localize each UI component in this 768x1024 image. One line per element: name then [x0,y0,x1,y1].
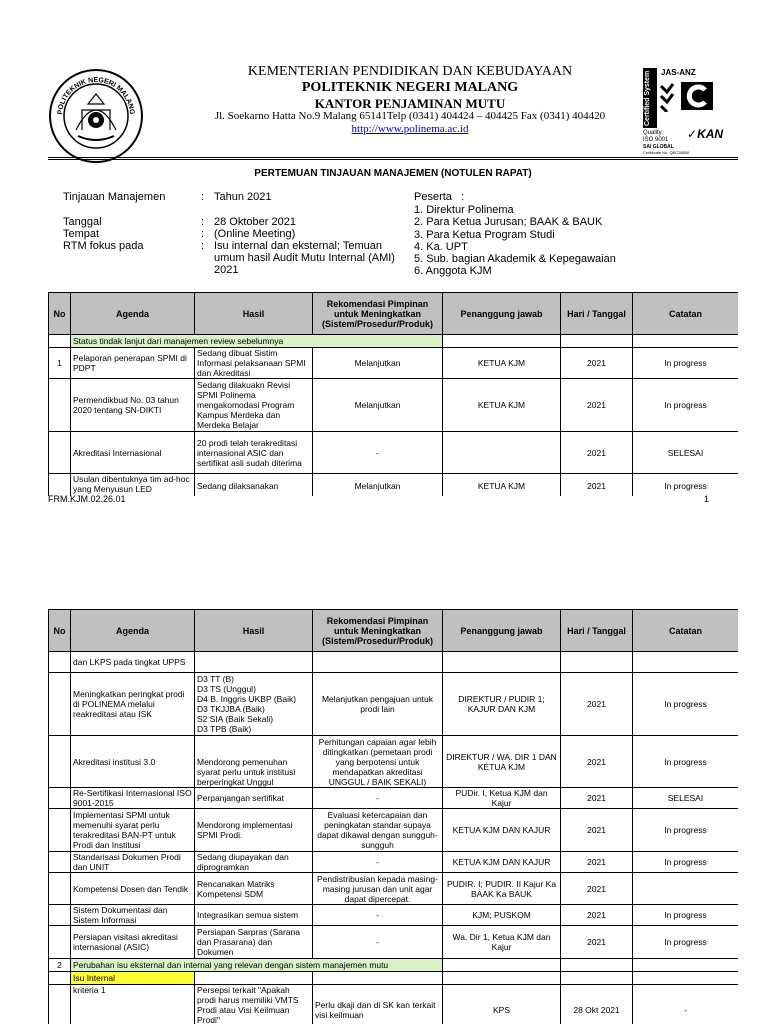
cell-pj: KETUA KJM DAN KAJUR [443,852,561,873]
cell-tanggal: 2021 [561,379,633,432]
cell-agenda: kriteria 1 [71,985,195,1024]
subsection-row [49,972,739,985]
page-number: 1 [704,494,710,504]
cell-pj: Wa. Dir 1, Ketua KJM dan Kajur [443,926,561,959]
table-row [49,474,739,497]
kan-label: KAN [697,127,724,141]
subsection-title: Isu Internal [71,972,195,985]
cell-hasil: Sedang diupayakan dan diprogramkan [195,852,313,873]
table-row [49,432,739,474]
cell-agenda: Re-Sertifikasi Internasional ISO 9001-2015 [71,788,195,809]
cell-pj [443,432,561,474]
cell-hasil: Persiapan Sarpras (Sarana dan Prasarana) dan Dokumen [195,926,313,959]
cell-hasil: Integrasikan semua sistem [195,905,313,926]
cell-agenda: Persiapan visitasi akreditasi internasional (ASIC) [71,926,195,959]
meta-label: Tempat [63,228,100,240]
cell-catatan: In progress [633,348,739,379]
table-row [49,652,739,673]
cell-hasil: Sedang dilaksanakan [195,474,313,497]
cell-pj: DIREKTUR / WA. DIR 1 DAN KETUA KJM [443,736,561,788]
cell-catatan: In progress [633,474,739,497]
cell-tanggal: 2021 [561,432,633,474]
cell-no [49,474,71,497]
ministry-name: KEMENTERIAN PENDIDIKAN DAN KEBUDAYAAN [247,64,573,79]
meta-colon: : [201,240,205,252]
header-penanggung-jawab: Penanggung jawab [443,293,561,335]
cell-rekomendasi: - [313,926,443,959]
cell-hasil: Perpanjangan sertifikat [195,788,313,809]
cell-pj: KETUA KJM [443,348,561,379]
office-name: KANTOR PENJAMINAN MUTU [314,96,506,111]
participant-item: 6. Anggota KJM [414,265,492,278]
cell-rekomendasi: Melanjutkan [313,379,443,432]
participant-item: 2. Para Ketua Jurusan; BAAK & BAUK [414,216,603,229]
header-no: No [49,293,71,335]
cell-rekomendasi: Melanjutkan [313,348,443,379]
cell-hasil: Persepsi terkait "Apakah prodi harus memiliki VMTS Prodi atau Visi Keilmuan Prodi" [195,985,313,1024]
cell-tanggal: 2021 [561,788,633,809]
jas-anz-label: JAS-ANZ [661,68,696,77]
participants-heading: Peserta : [414,191,465,203]
cell-pj: KPS [443,985,561,1024]
table-row [49,926,739,959]
cell-catatan: In progress [633,926,739,959]
cell-hasil: Mendorong pemenuhan syarat perlu untuk institusi berperingkat Unggul [195,736,313,788]
kan-logo [687,127,723,141]
cell-pj: KETUA KJM DAN KAJUR [443,809,561,852]
table-header-row [49,610,739,652]
meta-value: Tahun 2021 [214,191,272,203]
kan-check-icon: ✓ [687,127,698,141]
cell-rekomendasi: Melanjutkan pengajuan untuk prodi lain [313,673,443,736]
cell-hasil: D3 TT (B) D3 TS (Unggul) D4 B. Inggris UKBP (Baik) D3 TKJJBA (Baik) S2 SIA (Baik Sekali) D3 TPB (Baik) [195,673,313,736]
cell-catatan: SELESAI [633,788,739,809]
meta-colon: : [201,228,205,240]
cell-rekomendasi: Melanjutkan [313,474,443,497]
logo-text: POLITEKNIK NEGERI MALANG [56,76,136,115]
header-rekomendasi: Rekomendasi Pimpinan untuk Meningkatkan (Sistem/Prosedur/Produk) [313,610,443,652]
cell-pj: KJM; PUSKOM [443,905,561,926]
table-row [49,905,739,926]
cell-hasil: 20 prodi telah terakreditasi internasional ASIC dan sertifikat asli sudah diterima [195,432,313,474]
cell-hasil: Sedang dibuat Sistim Informasi pelaksanaan SPMI dan Akreditasi [195,348,313,379]
cell-agenda: dan LKPS pada tingkat UPPS [71,652,195,673]
quality-label: Quality [643,130,662,136]
participant-item: 4. Ka. UPT [414,240,468,253]
cell-tanggal: 28 Okt 2021 [561,985,633,1024]
meta-label: Tanggal [63,216,102,228]
cell-tanggal: 2021 [561,873,633,905]
table-row [49,788,739,809]
table-row [49,379,739,432]
table-row [49,736,739,788]
cell-tanggal: 2021 [561,736,633,788]
cell-rekomendasi: - [313,432,443,474]
cell-rekomendasi: Evaluasi ketercapaian dan peningkatan standar supaya dapat dikawal dengan sungguh-sungguh [313,809,443,852]
certified-system-text: Certified System [644,70,651,126]
table-row [49,673,739,736]
cell-pj: DIREKTUR / PUDIR 1; KAJUR DAN KJM [443,673,561,736]
cell-agenda: Akreditasi Internasional [71,432,195,474]
cell-no: 2 [49,959,71,972]
header-catatan: Catatan [633,293,739,335]
cell-no: 1 [49,348,71,379]
cell-agenda: Pelaporan penerapan SPMI di PDPT [71,348,195,379]
section-title: Status tindak lanjut dari manajemen review sebelumnya [71,335,443,348]
certification-badge [643,68,724,155]
cell-tanggal: 2021 [561,905,633,926]
cell-rekomendasi: Perhitungan capaian agar lebih ditingkatkan (pemetaan prodi yang berpotensi untuk mendapatkan akreditasi UNGGUL / BAIK SEKALI) [313,736,443,788]
form-code: FRM.KJM.02.26.01 [48,494,126,504]
cell-catatan: In progress [633,379,739,432]
cell-rekomendasi: Pendistribusian kepada masing-masing jurusan dan unit agar dapat dipercepat. [313,873,443,905]
section-row [49,335,739,348]
table-row [49,348,739,379]
cell-rekomendasi: - [313,905,443,926]
header-rule [48,157,738,158]
cert-number: Certificate No. QEC28530 [643,150,690,155]
cell-tanggal: 2021 [561,926,633,959]
header-catatan: Catatan [633,610,739,652]
cell-hasil: Sedang dilakuakn Revisi SPMI Polinema mengakomodasi Program Kampus Merdeka dan Merdeka Belajar [195,379,313,432]
cell-rekomendasi: - [313,788,443,809]
cell-agenda: Standarisasi Dokumen Prodi dan UNIT [71,852,195,873]
table-page-1-clip [48,292,738,496]
cell-tanggal: 2021 [561,348,633,379]
cell-catatan: SELESAI [633,432,739,474]
cell-agenda: Sistem Dokumentasi dan Sistem Informasi [71,905,195,926]
meta-value: Isu internal dan eksternal; Temuan umum hasil Audit Mutu Internal (AMI) 2021 [214,240,395,276]
section-title: Perubahan isu eksternal dan internal yang relevan dengan sistem manajemen mutu [71,959,443,972]
cell-catatan [633,873,739,905]
cell-no [49,432,71,474]
cell-agenda: Permendikbud No. 03 tahun 2020 tentang SN-DIKTI [71,379,195,432]
table-header-row [49,293,739,335]
institution-name: POLITEKNIK NEGERI MALANG [301,80,519,95]
cell-agenda: Usulan dibentuknya tim ad-hoc yang Menyusun LED [71,474,195,497]
jas-anz-mark-icon [659,80,715,112]
cell-agenda: Meningkatkan peringkat prodi di POLINEMA melalui reakreditasi atau ISK [71,673,195,736]
cell-catatan: In progress [633,673,739,736]
participant-item: 3. Para Ketua Program Studi [414,228,555,241]
header-rule-2 [48,159,738,160]
header-tanggal: Hari / Tanggal [561,610,633,652]
cell-pj: KETUA KJM [443,379,561,432]
cell-no [49,379,71,432]
table-row [49,873,739,905]
header-agenda: Agenda [71,293,195,335]
header-no: No [49,610,71,652]
cell-rekomendasi: Perlu dkaji dan di SK kan terkait visi keilmuan [313,985,443,1024]
meta-value: (Online Meeting) [214,228,296,240]
minutes-table-page-1 [48,292,738,496]
website-link[interactable]: http://www.polinema.ac.id [351,123,469,135]
table-row [49,985,739,1024]
cell-tanggal: 2021 [561,474,633,497]
meta-value: 28 Oktober 2021 [214,216,296,228]
table-row [49,852,739,873]
cell-tanggal: 2021 [561,809,633,852]
sai-global-label: SAI GLOBAL [643,144,674,150]
cell-tanggal: 2021 [561,673,633,736]
polinema-logo [48,68,144,164]
participant-item: 5. Sub. bagian Akademik & Kepegawaian [414,253,616,266]
address: Jl. Soekarno Hatta No.9 Malang 65141Telp (0341) 404424 – 404425 Fax (0341) 404420 [214,110,606,122]
cell-rekomendasi: - [313,852,443,873]
header-rekomendasi: Rekomendasi Pimpinan untuk Meningkatkan (Sistem/Prosedur/Produk) [313,293,443,335]
cell-pj: PUDIR. I; PUDIR. II Kajur Ka BAAK Ka BAUK [443,873,561,905]
meta-colon: : [201,191,205,203]
cell-tanggal: 2021 [561,852,633,873]
cell-hasil: Mendorong implementasi SPMI Prodi. [195,809,313,852]
section-row [49,959,739,972]
meeting-title: PERTEMUAN TINJAUAN MANAJEMEN (NOTULEN RAPAT) [254,168,532,179]
meta-label: Tinjauan Manajemen [63,191,166,203]
cell-catatan: In progress [633,809,739,852]
meta-label: RTM fokus pada [63,240,144,252]
table-page-2-clip [48,609,738,1024]
header-penanggung-jawab: Penanggung jawab [443,610,561,652]
cell-agenda: Implementasi SPMI untuk memenuhi syarat perlu terakreditasi BAN-PT untuk Prodi dan Institusi [71,809,195,852]
cell-pj: KETUA KJM [443,474,561,497]
header-agenda: Agenda [71,610,195,652]
table-row [49,809,739,852]
cell-catatan: In progress [633,905,739,926]
cell-hasil: Rencanakan Matriks Kompetensi SDM [195,873,313,905]
cell-catatan: - [633,985,739,1024]
iso-label: ISO 9001 [643,137,669,143]
cell-agenda: Kompetensi Dosen dan Tendik [71,873,195,905]
minutes-table-page-2 [48,609,738,1024]
header-hasil: Hasil [195,610,313,652]
header-tanggal: Hari / Tanggal [561,293,633,335]
cell-agenda: Akreditasi institusi 3.0 [71,736,195,788]
cell-pj: PUDir. I, Ketua KJM dan Kajur [443,788,561,809]
header-hasil: Hasil [195,293,313,335]
cell-catatan: In progress [633,852,739,873]
cell-catatan: In progress [633,736,739,788]
participants-list [414,204,616,278]
meta-colon: : [201,216,205,228]
participant-item: 1. Direktur Polinema [414,204,514,216]
